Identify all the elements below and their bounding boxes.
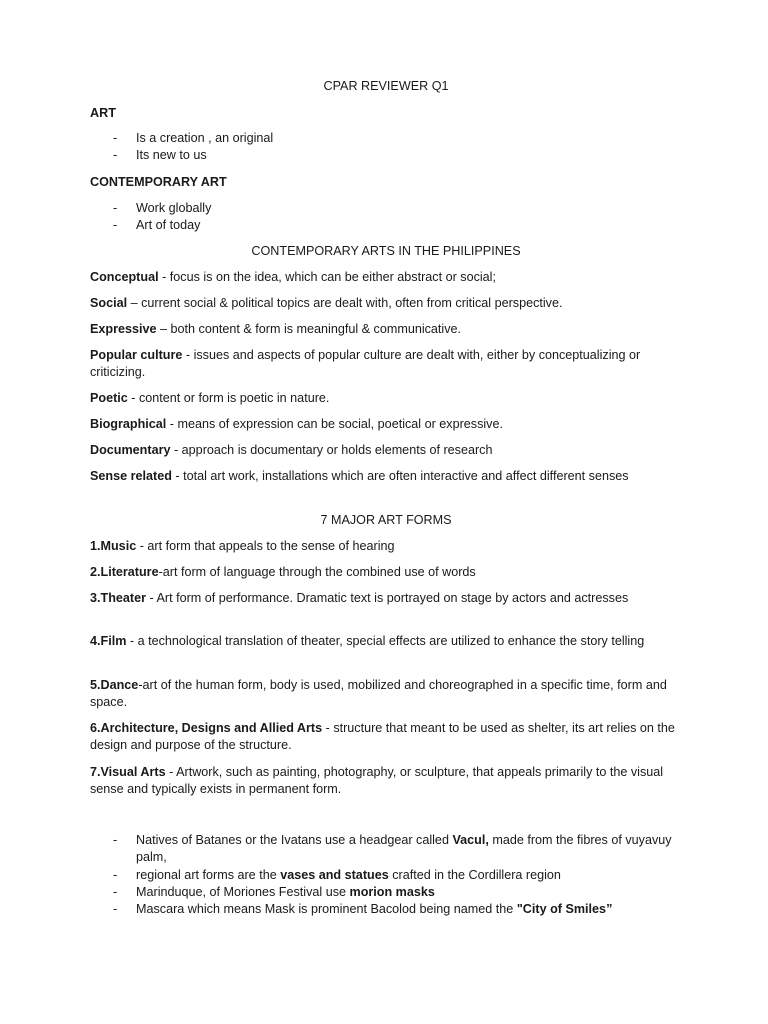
- definition-popular-culture: [90, 347, 682, 382]
- note-text: made from the fibres of vuyavuy palm,: [136, 833, 672, 865]
- definition: - total art work, installations which are often interactive and affect different senses: [171, 469, 629, 483]
- term: 1.Music: [90, 539, 137, 553]
- term: 3.Theater: [90, 591, 146, 605]
- definition: - Art form of performance. Dramatic text is portrayed on stage by actors and actresses: [146, 591, 629, 605]
- definition: – both content & form is meaningful & communicative.: [156, 322, 462, 336]
- definition: -art of the human form, body is used, mobilized and choreographed in a specific time, form and space.: [90, 678, 667, 710]
- note-emphasis: morion masks: [349, 884, 435, 899]
- definition: - issues and aspects of popular culture are dealt with, either by conceptualizing or criticizing.: [90, 348, 641, 380]
- term: Biographical: [90, 417, 167, 431]
- list-item: [90, 867, 682, 884]
- definition: -art form of language through the combined use of words: [158, 565, 476, 579]
- definition: - content or form is poetic in nature.: [127, 391, 330, 405]
- art-form-visual-arts: [90, 764, 682, 799]
- definition: - approach is documentary or holds elements of research: [170, 443, 493, 457]
- list-item: - Its new to us: [90, 147, 682, 164]
- term: Documentary: [90, 443, 171, 457]
- art-form-theater: [90, 590, 682, 607]
- definition-poetic: [90, 390, 682, 407]
- term: 2.Literature: [90, 565, 159, 579]
- definition-sense-related: [90, 468, 682, 485]
- list-item: - Is a creation , an original: [90, 130, 682, 147]
- notes-list: [90, 832, 682, 918]
- term: Expressive: [90, 322, 157, 336]
- note-emphasis: vases and statues: [280, 867, 389, 882]
- art-forms-heading: 7 MAJOR ART FORMS: [320, 513, 452, 527]
- note-text: Marinduque, of Moriones Festival use: [136, 884, 350, 899]
- art-form-music: [90, 538, 682, 555]
- list-item: [90, 884, 682, 901]
- definition: - structure that meant to be used as shelter, its art relies on the design and purpose of the structure.: [90, 721, 675, 753]
- note-text: regional art forms are the: [136, 867, 281, 882]
- definition-conceptual: [90, 269, 682, 286]
- art-form-architecture: [90, 720, 682, 755]
- art-form-dance: [90, 677, 682, 712]
- document-title: CPAR REVIEWER Q1: [323, 79, 449, 93]
- contemporary-art-heading: CONTEMPORARY ART: [90, 175, 227, 189]
- term: 6.Architecture, Designs and Allied Arts: [90, 721, 323, 735]
- note-emphasis: "City of Smiles”: [516, 902, 613, 917]
- note-text: Natives of Batanes or the Ivatans use a headgear called: [136, 833, 453, 847]
- art-form-film: [90, 633, 682, 650]
- note-emphasis: Vacul,: [452, 833, 489, 847]
- term: Sense related: [90, 469, 172, 483]
- term: 4.Film: [90, 634, 127, 648]
- definition-documentary: [90, 442, 682, 459]
- definition-biographical: [90, 416, 682, 433]
- term: Social: [90, 296, 128, 310]
- note-text: Mascara which means Mask is prominent Bacolod being named the: [136, 902, 517, 917]
- ph-section-heading: CONTEMPORARY ARTS IN THE PHILIPPINES: [251, 244, 521, 258]
- art-list: [90, 130, 682, 165]
- definition: - a technological translation of theater, special effects are utilized to enhance the story telling: [126, 634, 645, 648]
- definition: - means of expression can be social, poetical or expressive.: [166, 417, 503, 431]
- definition: – current social & political topics are dealt with, often from critical perspective.: [127, 296, 563, 310]
- definition-expressive: [90, 321, 682, 338]
- note-text: crafted in the Cordillera region: [388, 867, 561, 882]
- contemporary-art-list: [90, 200, 682, 235]
- term: 5.Dance: [90, 678, 139, 692]
- list-item: - Art of today: [90, 217, 682, 234]
- art-heading: ART: [90, 106, 116, 120]
- list-item: [90, 901, 682, 918]
- art-form-literature: [90, 564, 682, 581]
- term: 7.Visual Arts: [90, 765, 166, 779]
- list-item: - Work globally: [90, 200, 682, 217]
- term: Conceptual: [90, 270, 159, 284]
- definition: - focus is on the idea, which can be either abstract or social;: [158, 270, 496, 284]
- term: Poetic: [90, 391, 128, 405]
- list-item: [90, 832, 682, 867]
- definition: - art form that appeals to the sense of hearing: [136, 539, 395, 553]
- term: Popular culture: [90, 348, 183, 362]
- definition: - Artwork, such as painting, photography, or sculpture, that appeals primarily to the visual sense and typically exists in permanent form.: [90, 765, 664, 797]
- definition-social: [90, 295, 682, 312]
